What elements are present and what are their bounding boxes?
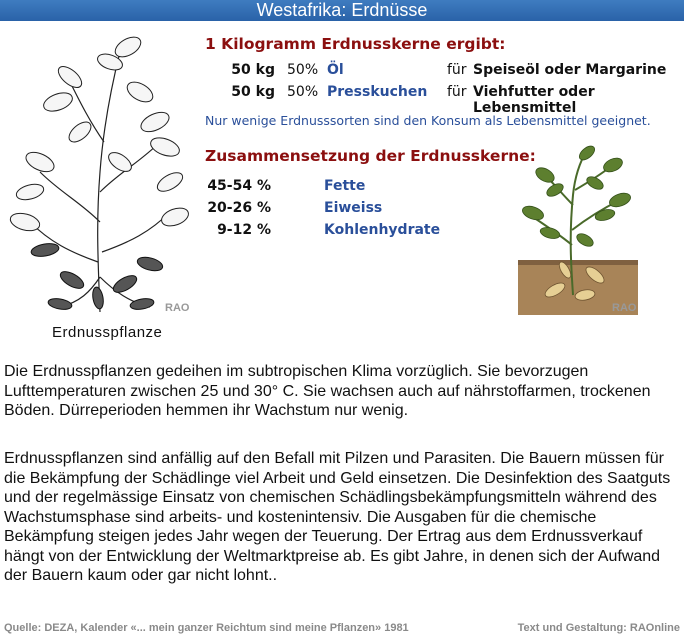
yield-product: Presskuchen xyxy=(327,84,428,100)
yield-row xyxy=(205,84,684,116)
watermark-left: RAO xyxy=(165,302,190,314)
yield-product: Öl xyxy=(327,62,344,78)
yield-use: Speiseöl oder Margarine xyxy=(473,62,667,78)
yield-fuer: für xyxy=(447,84,467,100)
footer-source: Quelle: DEZA, Kalender «... mein ganzer Reichtum sind meine Pflanzen» 1981 xyxy=(4,622,409,634)
composition-range: 45-54 % xyxy=(207,178,271,194)
yield-amount: 50 kg xyxy=(231,62,275,78)
yield-note: Nur wenige Erdnusssorten sind den Konsum als Lebensmittel geeignet. xyxy=(205,113,651,128)
paragraph-climate: Die Erdnusspflanzen gedeihen im subtropischen Klima vorzüglich. Sie bevorzugen Lufttemperaturen zwischen 25 und 30° C. Sie wachsen auch auf nährstoffarmen, trockenen Böden. Dürreperioden hemmen ihr Wachstum nur wenig. xyxy=(4,363,651,419)
yield-percent: 50% xyxy=(287,84,319,100)
yield-row xyxy=(205,62,684,82)
composition-row xyxy=(205,178,505,198)
footer-credit: Text und Gestaltung: RAOnline xyxy=(517,622,680,634)
page-title-banner: Westafrika: Erdnüsse xyxy=(0,0,684,21)
peanut-plant-soil-illustration xyxy=(515,145,640,317)
composition-row xyxy=(205,222,505,242)
composition-range: 9-12 % xyxy=(217,222,271,238)
yield-percent: 50% xyxy=(287,62,319,78)
composition-name: Eiweiss xyxy=(324,200,383,216)
composition-range: 20-26 % xyxy=(207,200,271,216)
composition-name: Kohlenhydrate xyxy=(324,222,441,238)
yield-fuer: für xyxy=(447,62,467,78)
plant-caption: Erdnusspflanze xyxy=(52,324,163,341)
yield-use: Viehfutter oder Lebensmittel xyxy=(473,84,595,116)
watermark-right: RAO xyxy=(612,302,637,314)
yield-heading: 1 Kilogramm Erdnusskerne ergibt: xyxy=(205,35,506,53)
composition-heading: Zusammensetzung der Erdnusskerne: xyxy=(205,147,536,165)
yield-amount: 50 kg xyxy=(231,84,275,100)
paragraph-pests: Erdnusspflanzen sind anfällig auf den Befall mit Pilzen und Parasiten. Die Bauern müssen für die Bekämpfung der Schädlinge viel Arbeit und Geld einsetzen. Die Desinfektion des Saatguts und der regelmässige Einsatz von chemischen Schädlingsbekämpfungsmitteln während des Wachstumsphase sind arbeits- und kostenintensiv. Die Ausgaben für die chemische Bekämpfung steigen jedes Jahr wegen der Teuerung. Der Ertrag aus dem Erdnussverkauf hängt von der Entwicklung der Weltmarktpreise ab. Es gibt Jahre, in denen sich der Aufwand der Bauern kaum oder gar nicht lohnt.. xyxy=(4,450,671,584)
peanut-plant-drawing xyxy=(0,22,200,322)
composition-row xyxy=(205,200,505,220)
composition-name: Fette xyxy=(324,178,366,194)
